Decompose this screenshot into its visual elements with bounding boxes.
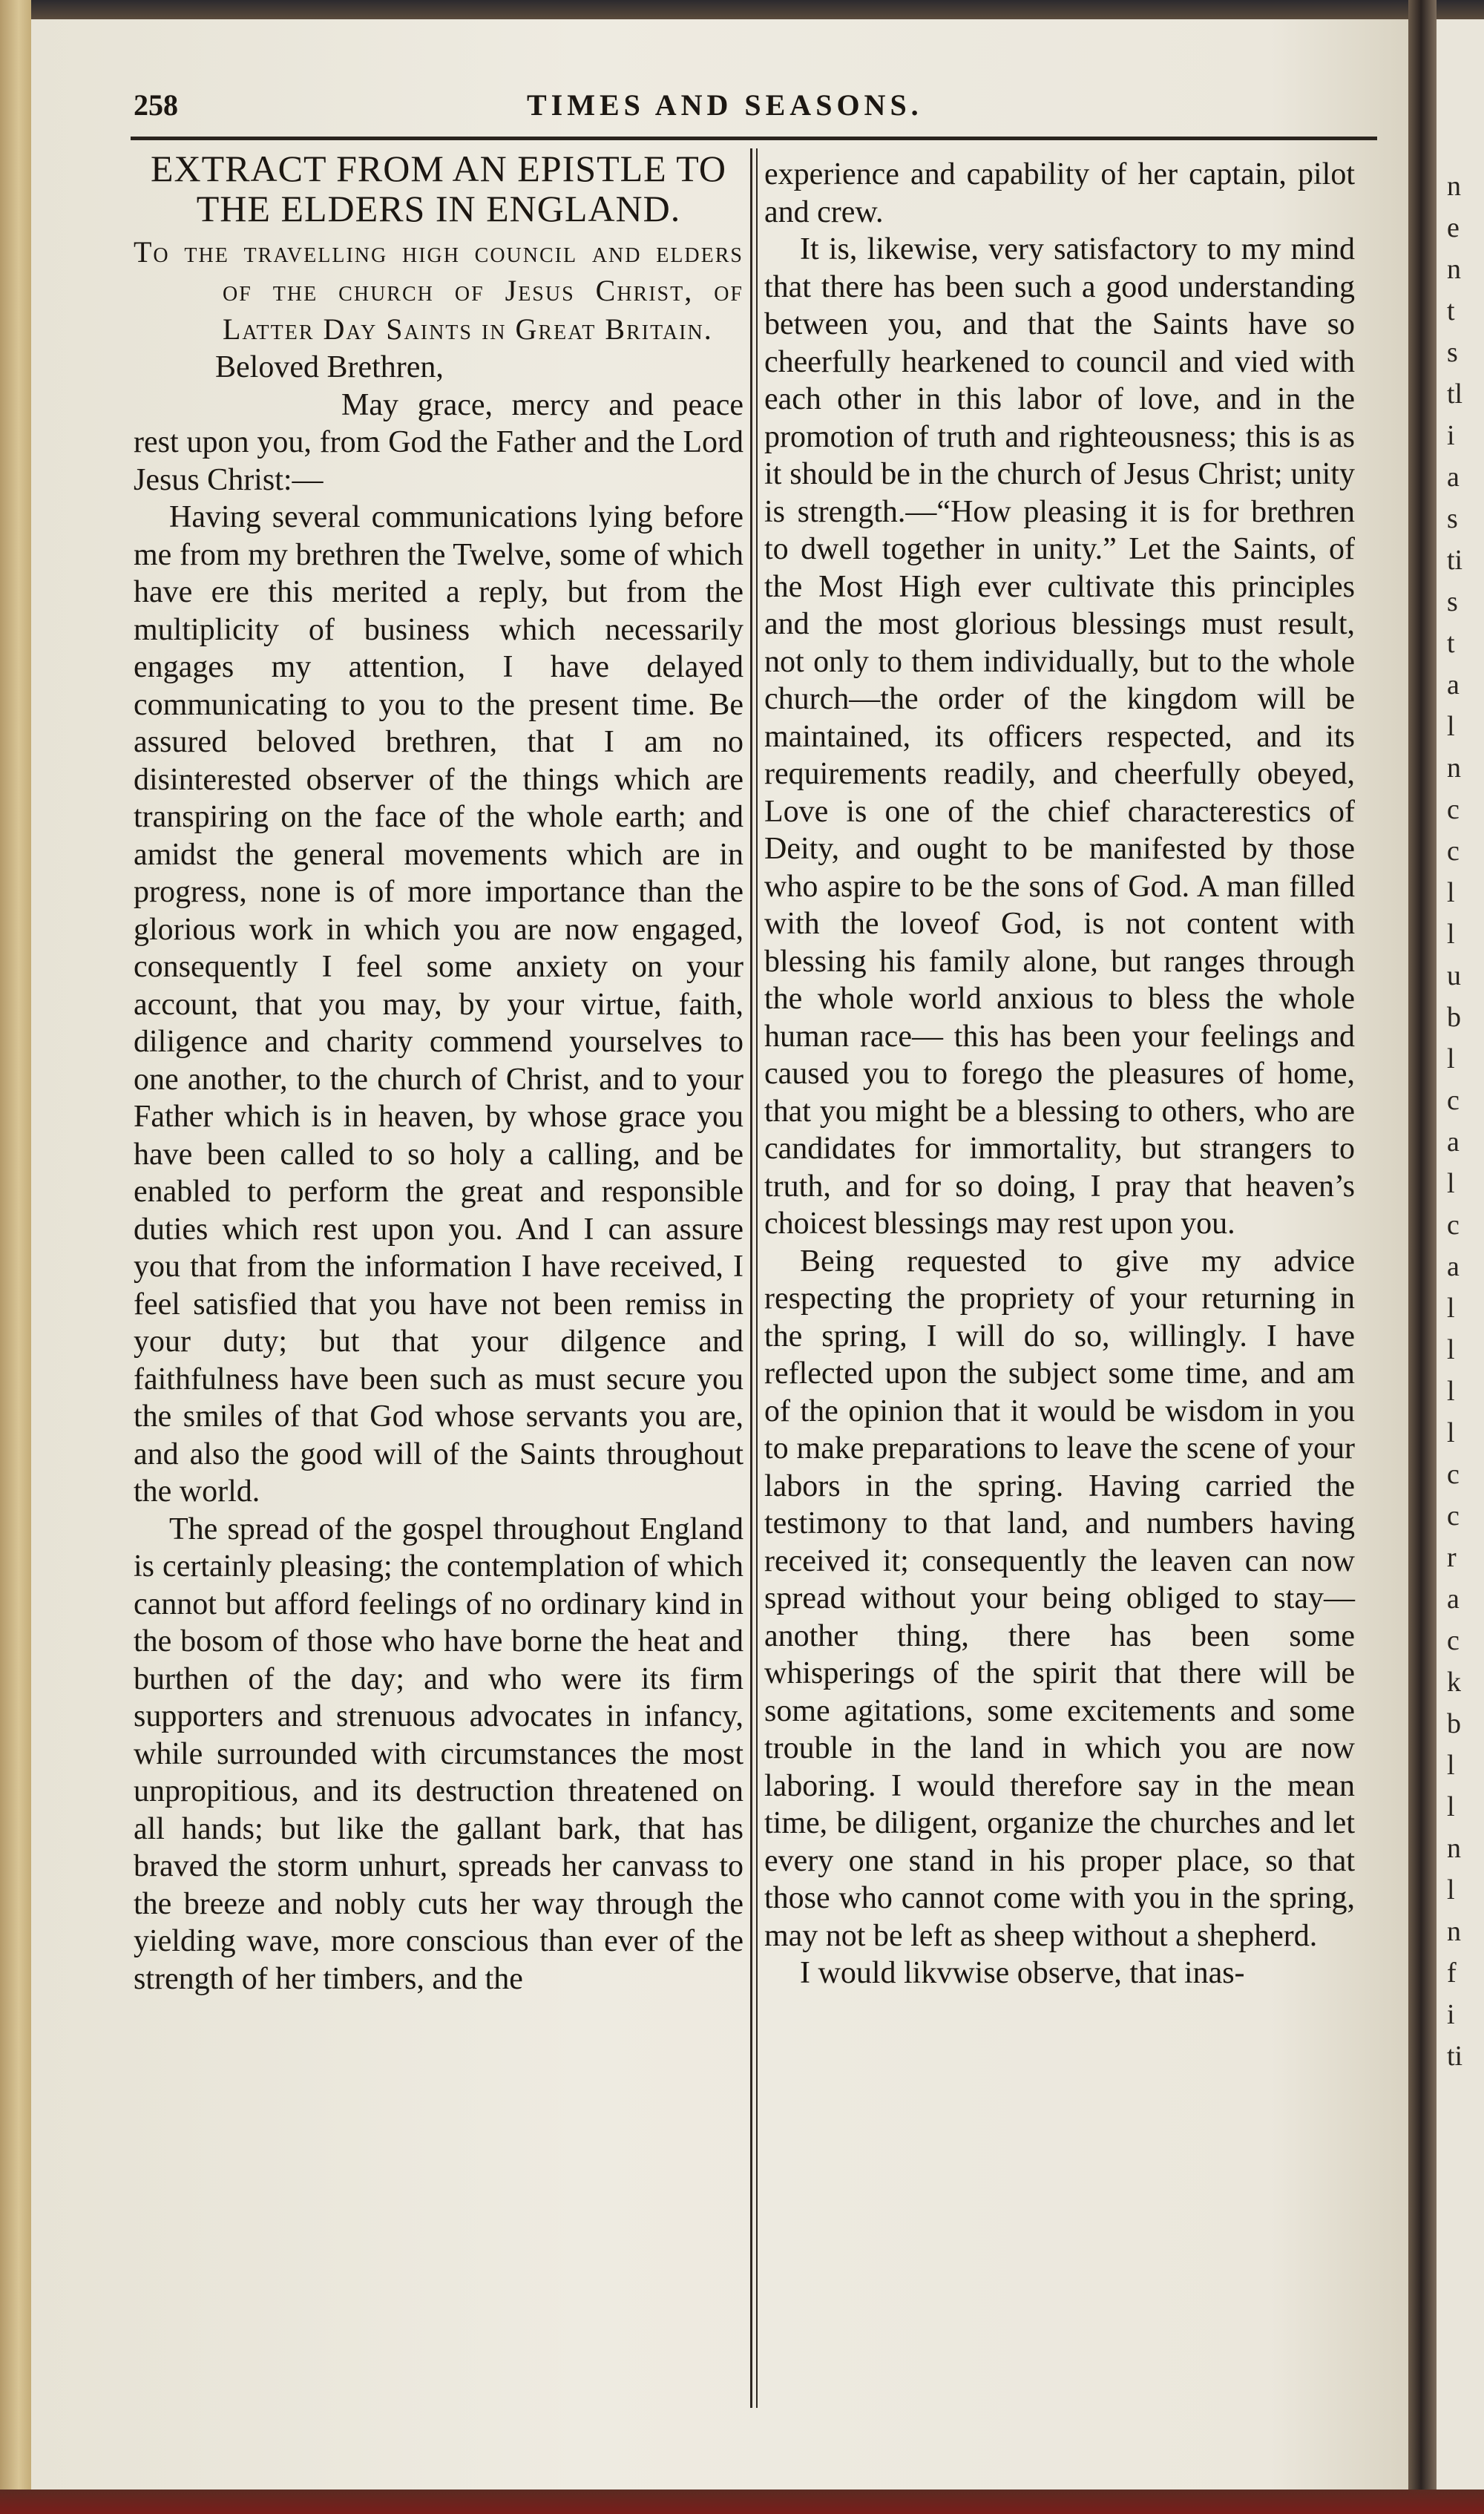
paragraph: Being requested to give my advice respecting the propriety of your returning in the spring, I will do so, willingly. I have reflected upon the subject some time, and am of the opinion that it would be wisdom in you to make preparations to leave the scene of your labors in the spring. Having carried the testimony to that land, and numbers having received it; consequently the leaven can now spread without your being obliged to stay—another thing, there has been some whisperings of the spirit that there will be some agitations, some excitements and some trouble in the land in which you are now laboring. I would therefore say in the mean time, be diligent, organize the churches and let every one stand in his proper place, so that those who cannot come with you in the spring, may not be left as sheep without a shepherd. <box>764 1244 1355 1953</box>
page-left-edge <box>0 0 31 2514</box>
facing-page-fragment: r <box>1447 1542 1457 1573</box>
paragraph: I would likvwise observe, that inas- <box>800 1956 1245 1990</box>
benediction: May grace, mercy and peace rest upon you, from God the Father and the Lord Jesus Christ:— <box>134 387 743 497</box>
book-top-edge <box>0 0 1484 19</box>
facing-page-fragment: ti <box>1447 545 1463 576</box>
column-divider <box>750 148 752 2408</box>
paragraph: Having several communications lying before me from my brethren the Twelve, some of which have ere this merited a reply, but from the multiplicity of business which necessarily engages my attention, I have delayed communicating to you to the present time. Be assured beloved brethren, that I am no disinterested observer of the things which are transpiring on the face of the whole earth; and amidst the general movements which are in progress, none is of more importance than the glorious work in which you are now engaged, consequently I feel some anxiety on your account, that you may, by your virtue, faith, diligence and charity commend yourselves to one another, to the church of Christ, and to your Father which is in heaven, by whose grace you have been called to so holy a calling, and be enabled to perform the great and responsible duties which rest upon you. And I can assure you that from the information I have received, I feel satisfied that you have not been remiss in your duty; but that your dilgence and faithfulness have been such as must secure you the smiles of that God whose servants you are, and also the good will of the Saints throughout the world. <box>134 500 743 1509</box>
facing-page-fragment: b <box>1447 1002 1461 1033</box>
facing-page-fragment: c <box>1447 1459 1460 1490</box>
facing-page-fragment: a <box>1447 1126 1460 1158</box>
facing-page-fragment: tl <box>1447 378 1463 410</box>
facing-page-fragment: e <box>1447 212 1460 243</box>
facing-page-fragment: i <box>1447 420 1455 451</box>
facing-page-fragment: c <box>1447 794 1460 825</box>
facing-page-fragment: a <box>1447 669 1460 700</box>
facing-page-fragment: l <box>1447 1417 1455 1448</box>
facing-page-fragment: ti <box>1447 2041 1463 2072</box>
facing-page-fragment: f <box>1447 1957 1457 1989</box>
facing-page-fragment: c <box>1447 1500 1460 1532</box>
facing-page-fragment: c <box>1447 1085 1460 1116</box>
running-title: TIMES AND SEASONS. <box>527 88 923 122</box>
facing-page-edge <box>1437 19 1484 2490</box>
facing-page-fragment: l <box>1447 919 1455 950</box>
paragraph: experience and capability of her captain, pilot and crew. <box>764 157 1355 229</box>
facing-page-fragment: a <box>1447 1251 1460 1282</box>
facing-page-fragment: l <box>1447 1791 1455 1822</box>
facing-page-fragment: n <box>1447 752 1461 784</box>
salutation: Beloved Brethren, <box>215 350 444 384</box>
paragraph: The spread of the gospel throughout England is certainly pleasing; the contemplation of which cannot but afford feelings of no ordinary kind in the bosom of those who have borne the heat and burthen of the day; and who were its firm supporters and strenuous advocates in infancy, while surrounded with circumstances the most unpropitious, and its destruction threatened on all hands; but like the gallant bark, that has braved the storm unhurt, spreads her canvass to the breeze and nobly cuts her way through the yielding wave, more conscious than ever of the strength of her timbers, and the <box>134 1512 743 1996</box>
facing-page-fragment: l <box>1447 1874 1455 1906</box>
facing-page-fragment: l <box>1447 1043 1455 1074</box>
header-rule <box>131 137 1377 140</box>
facing-page-fragment: l <box>1447 1750 1455 1781</box>
facing-page-fragment: l <box>1447 711 1455 742</box>
paragraph: It is, likewise, very satisfactory to my mind that there has been such a good understanding between you, and that the Saints have so cheerfully hearkened to council and vied with each other in this labor of love, and in the promotion of truth and righteousness; this is as it should be in the church of Jesus Christ; unity is strength.—“How pleasing it is for brethren to dwell together in unity.” Let the Saints, of the Most High ever cultivate this principles and the most glorious blessings must result, not only to them individually, but to the whole church—the order of the kingdom will be maintained, its officers respected, and its requirements readily, and cheerfully obeyed, Love is one of the chief characterestics of Deity, and ought to be manifested by those who aspire to be the sons of God. A man filled with the loveof God, is not content with blessing his family alone, but ranges through the whole world anxious to bless the whole human race— this has been your feelings and caused you to forego the pleasures of home, that you might be a blessing to others, who are candidates for immortality, but strangers to truth, and for so doing, I pray that heaven’s choicest blessings may rest upon you. <box>764 232 1355 1241</box>
facing-page-fragment: n <box>1447 171 1461 202</box>
facing-page-fragment: c <box>1447 1210 1460 1241</box>
page-header <box>134 88 1373 132</box>
facing-page-fragment: l <box>1447 1168 1455 1199</box>
facing-page-fragment: l <box>1447 1334 1455 1365</box>
facing-page-fragment: b <box>1447 1708 1461 1739</box>
facing-page-fragment: s <box>1447 337 1458 368</box>
article-title: EXTRACT FROM AN EPISTLE TO THE ELDERS IN ENGLAND. <box>150 148 727 229</box>
facing-page-fragment: l <box>1447 1376 1455 1407</box>
facing-page-fragment: u <box>1447 960 1461 991</box>
column-divider <box>756 148 758 2408</box>
facing-page-fragment: t <box>1447 295 1455 326</box>
facing-page-fragment: a <box>1447 1583 1460 1615</box>
facing-page-fragment: t <box>1447 628 1455 659</box>
facing-page-fragment: l <box>1447 877 1455 908</box>
page-number: 258 <box>134 88 178 122</box>
facing-page-fragment: s <box>1447 586 1458 617</box>
book-gutter <box>1408 0 1437 2514</box>
facing-page-fragment: a <box>1447 462 1460 493</box>
address-line: To the travelling high council and elders of the church of Jesus Christ, of Latter Day Saints in Great Britain. <box>134 235 743 346</box>
facing-page-fragment: l <box>1447 1293 1455 1324</box>
facing-page-fragment: n <box>1447 1916 1461 1947</box>
facing-page-fragment: c <box>1447 836 1460 867</box>
facing-page-fragment: c <box>1447 1625 1460 1656</box>
facing-page-fragment: n <box>1447 254 1461 285</box>
right-column <box>764 156 1355 1992</box>
facing-page-fragment: k <box>1447 1667 1461 1698</box>
book-bottom-edge <box>0 2490 1484 2514</box>
facing-page-fragment: i <box>1447 1999 1455 2030</box>
facing-page-fragment: n <box>1447 1833 1461 1864</box>
facing-page-fragment: s <box>1447 503 1458 534</box>
left-column <box>134 148 743 1998</box>
